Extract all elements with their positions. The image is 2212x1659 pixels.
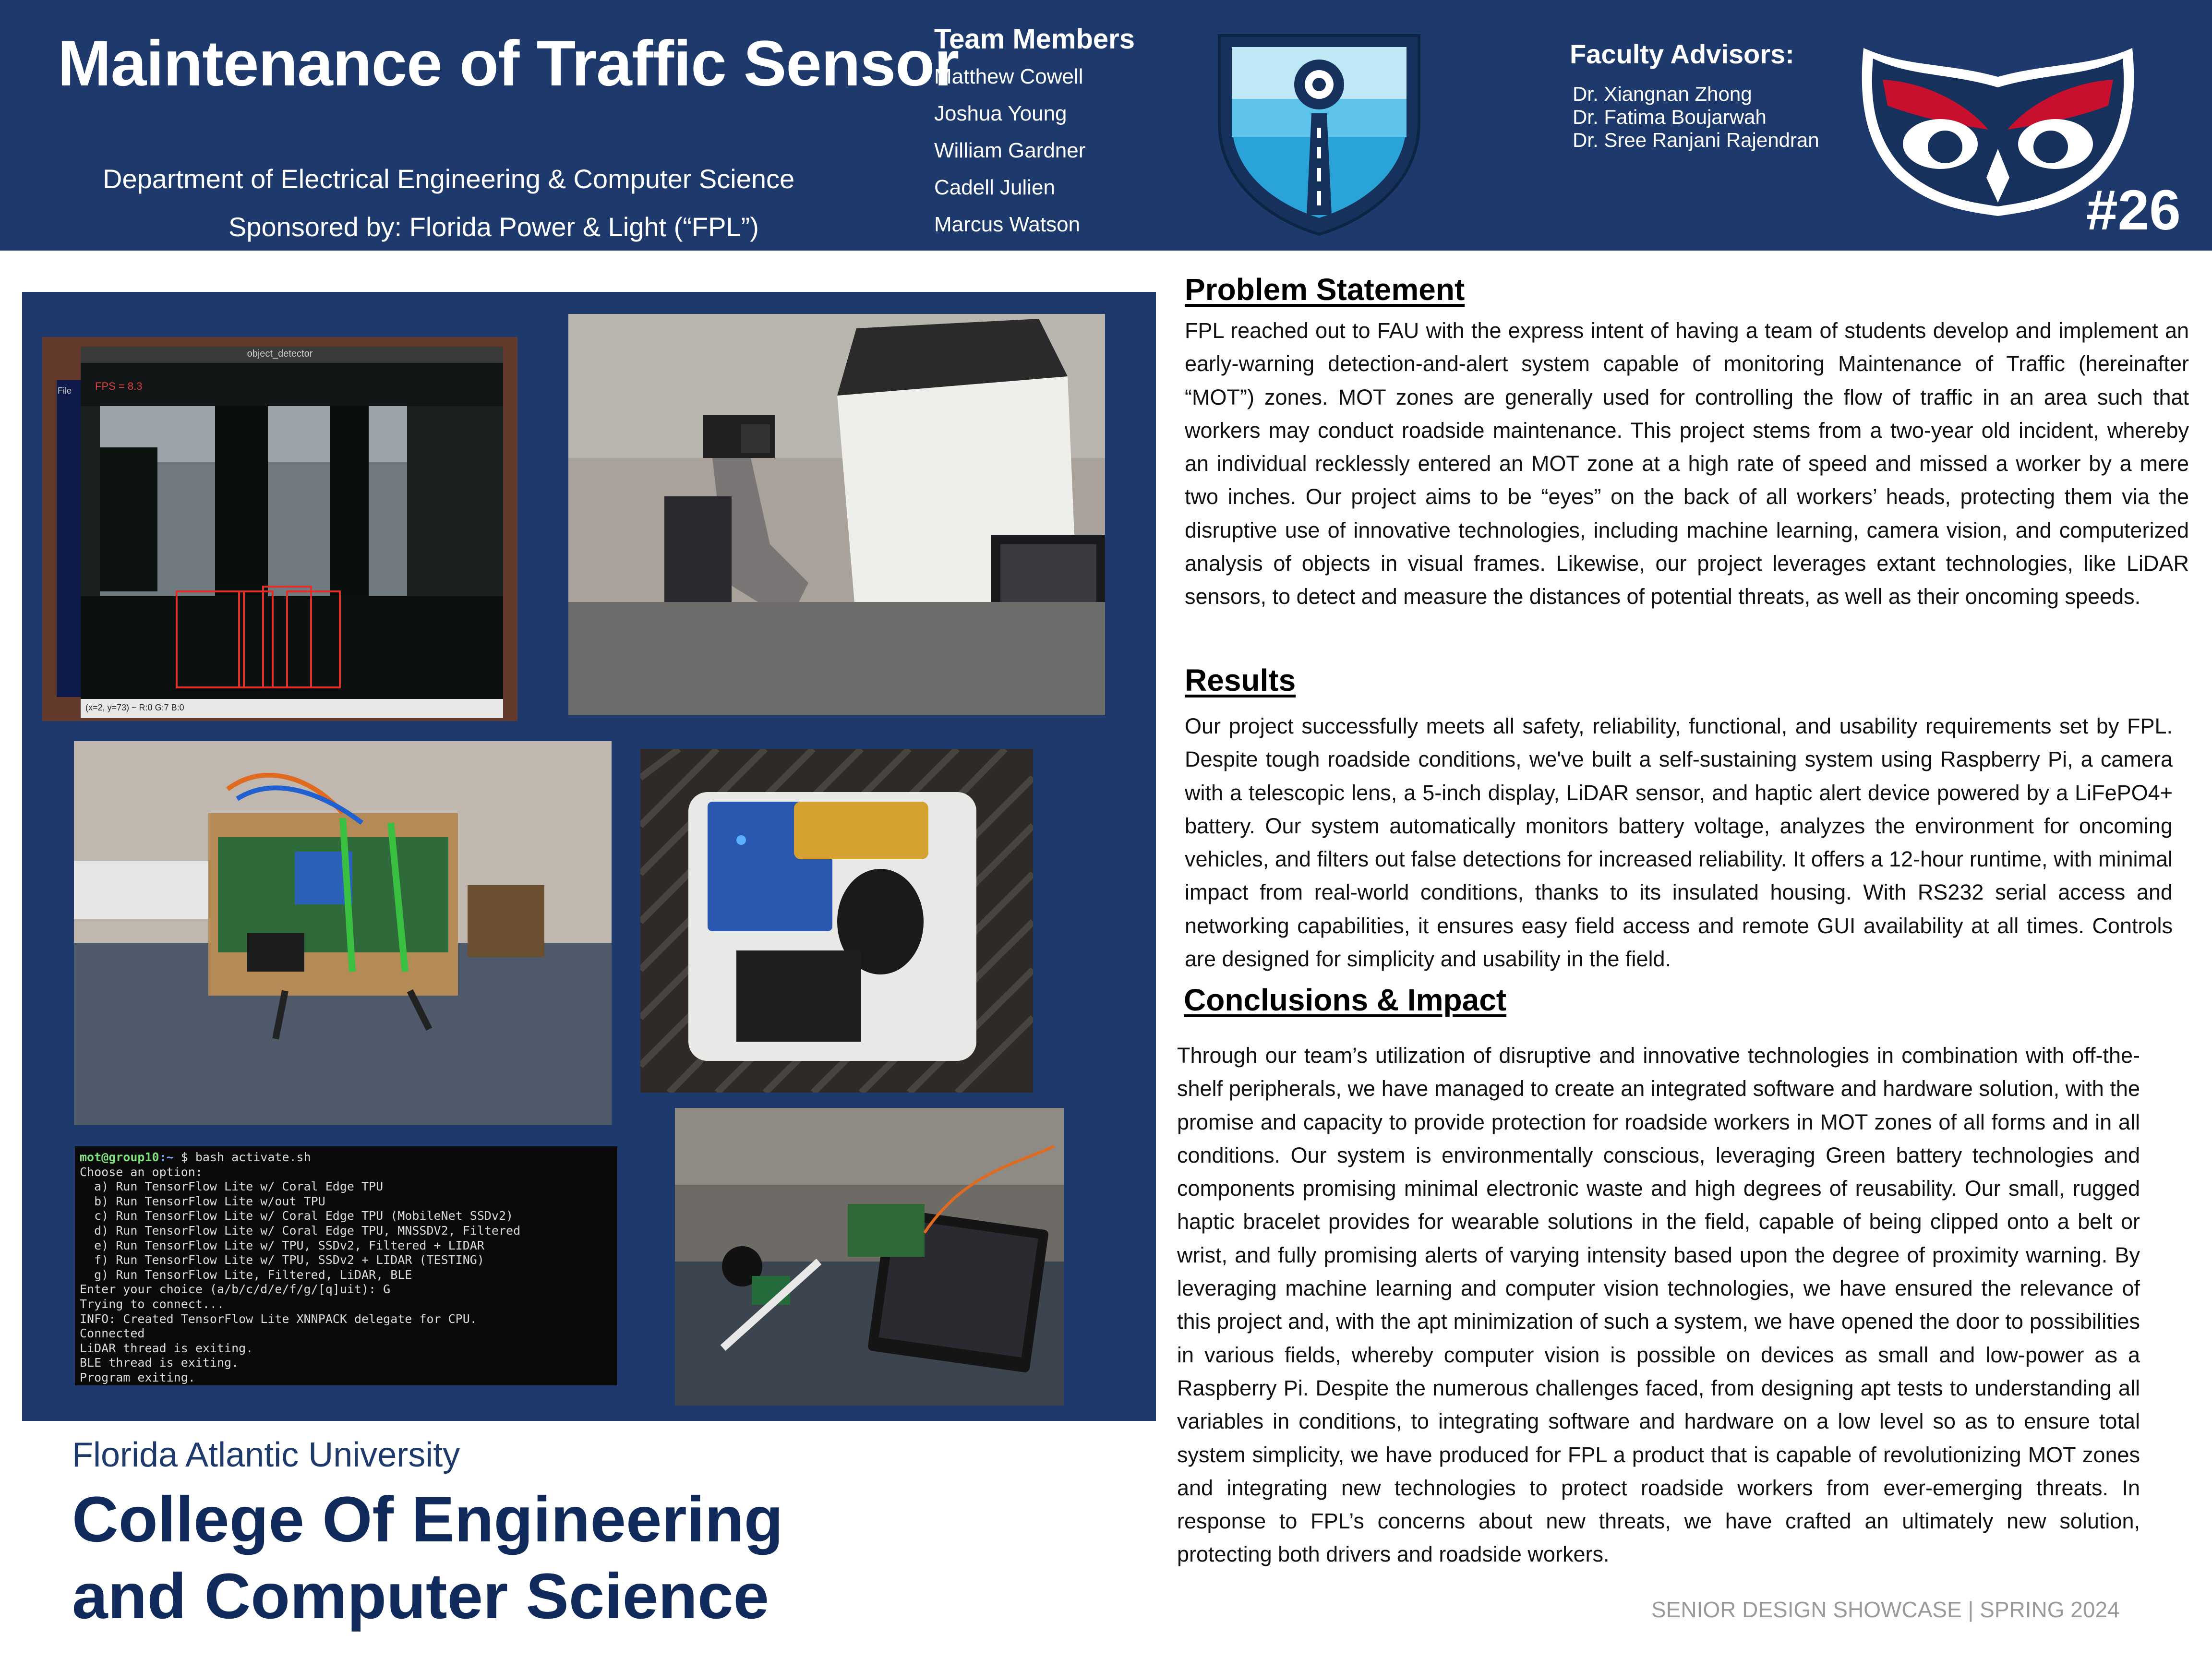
detector-window-title: object_detector xyxy=(247,349,313,359)
college-name-line: College Of Engineering xyxy=(72,1484,783,1555)
faculty-advisor: Dr. Xiangnan Zhong xyxy=(1573,83,1752,105)
object-detector-screenshot xyxy=(42,337,517,721)
terminal-line: b) Run TensorFlow Lite w/out TPU xyxy=(80,1194,325,1208)
detector-fps-readout: FPS = 8.3 xyxy=(95,380,143,392)
department-line: Department of Electrical Engineering & Computer Science xyxy=(103,164,795,194)
road-sensor-shield-logo xyxy=(1213,27,1426,238)
faculty-advisor: Dr. Sree Ranjani Rajendran xyxy=(1573,129,1819,151)
terminal-line: Program exiting. xyxy=(80,1370,195,1384)
terminal-line: a) Run TensorFlow Lite w/ Coral Edge TPU xyxy=(80,1179,384,1194)
terminal-line: LiDAR thread is exiting. xyxy=(80,1341,253,1355)
electronics-assembly-photo xyxy=(74,741,612,1125)
terminal-line: BLE thread is exiting. xyxy=(80,1356,239,1370)
detector-file-menu: File xyxy=(58,386,72,396)
team-member: William Gardner xyxy=(934,139,1086,162)
showcase-footer: SENIOR DESIGN SHOWCASE | SPRING 2024 xyxy=(1651,1597,2120,1622)
terminal-line: c) Run TensorFlow Lite w/ Coral Edge TPU (MobileNet SSDv2) xyxy=(80,1209,514,1223)
team-members-heading: Team Members xyxy=(934,24,1135,55)
terminal-prompt-user: mot@group10 xyxy=(80,1150,159,1164)
sensor-in-case-photo xyxy=(568,314,1105,715)
haptic-bracelet-photo xyxy=(640,749,1033,1093)
sponsor-line: Sponsored by: Florida Power & Light (“FPL”) xyxy=(228,212,759,242)
terminal-line: e) Run TensorFlow Lite w/ TPU, SSDv2, Filtered + LIDAR xyxy=(80,1238,484,1252)
team-member: Cadell Julien xyxy=(934,176,1055,199)
results-heading: Results xyxy=(1185,663,1296,697)
terminal-line: d) Run TensorFlow Lite w/ Coral Edge TPU, MNSSDV2, Filtered xyxy=(80,1223,521,1238)
header-banner xyxy=(0,0,2212,251)
conclusions-heading: Conclusions & Impact xyxy=(1184,983,1507,1017)
university-name: Florida Atlantic University xyxy=(72,1436,460,1474)
team-member: Marcus Watson xyxy=(934,213,1081,236)
faculty-advisor: Dr. Fatima Boujarwah xyxy=(1573,106,1767,128)
terminal-line: Choose an option: xyxy=(80,1165,203,1179)
faculty-advisors-list xyxy=(1573,83,1819,152)
poster-title: Maintenance of Traffic Sensor xyxy=(58,28,959,99)
terminal-line: f) Run TensorFlow Lite w/ TPU, SSDv2 + LIDAR (TESTING) xyxy=(80,1253,484,1267)
photo-collage-panel xyxy=(22,292,1156,1421)
conclusions-body: Through our team’s utilization of disruptive and innovative technologies in combination with off-the-shelf peripherals, we have managed to create an integrated software and hardware solution, with the promise and capacity to provide protection for roadside workers in MOT zones of all forms and in all conditions. Our system is environmentally conscious, leveraging Green battery technologies and components promising minimal electronic waste and high degrees of reusability. Our small, rugged haptic bracelet provides for wearable solutions in the field, capable of being clipped onto a belt or wrist, and fully promising alerts of varying intensity based upon the degree of proximity warning. By leveraging machine learning and computer vision technologies, we have ensured the relevance of this project and, with the apt minimization of such a system, we have opened the door to possibilities in various fields, whereby computer vision is possible on devices as small and low-power as a Raspberry Pi. Despite the numerous challenges faced, from designing apt tests to understanding all variables in conditions, to integrating software and hardware on a low level so as to ensure total system simplicity, we have produced for FPL a product that is capable of revolutionizing MOT zones and integrating new technologies to protect roadside workers from ever-emerging threats. In response to FPL’s concerns about new threats, we have crafted an ultimately new solution, protecting both drivers and roadside workers. xyxy=(1177,1043,2140,1567)
terminal-line: INFO: Created TensorFlow Lite XNNPACK delegate for CPU. xyxy=(80,1311,477,1326)
sensor-display-photo xyxy=(675,1108,1064,1406)
terminal-line: Connected xyxy=(80,1326,145,1341)
team-member: Matthew Cowell xyxy=(934,65,1083,88)
terminal-line xyxy=(80,1150,613,1165)
college-name-line: and Computer Science xyxy=(72,1561,769,1632)
college-name xyxy=(72,1481,783,1635)
terminal-line: Trying to connect... xyxy=(80,1297,225,1311)
detector-status-bar: (x=2, y=73) ~ R:0 G:7 B:0 xyxy=(85,703,184,712)
problem-statement-heading: Problem Statement xyxy=(1185,272,1465,307)
team-members-list xyxy=(934,62,1085,247)
terminal-output xyxy=(75,1146,617,1385)
results-body: Our project successfully meets all safety, reliability, functional, and usability requirements set by FPL. Despite tough roadside conditions, we've built a self-sustaining system using Raspberry Pi, a camera with a telescopic lens, a 5-inch display, LiDAR sensor, and haptic alert device powered by a LiFePO4+ battery. Our system automatically monitors battery voltage, analyzes the environment for oncoming vehicles, and filters out false detections for increased reliability. It offers a 12-hour runtime, with minimal impact from real-world conditions, thanks to its insulated housing. With RS232 serial access and networking capabilities, it ensures easy field access and remote GUI availability at all times. Controls are designed for simplicity and usability in the field. xyxy=(1185,714,2173,972)
terminal-line: g) Run TensorFlow Lite, Filtered, LiDAR, BLE xyxy=(80,1267,412,1282)
terminal-command: $ bash activate.sh xyxy=(173,1150,311,1164)
faculty-advisors-heading: Faculty Advisors: xyxy=(1570,39,1794,69)
terminal-prompt-path: :~ xyxy=(159,1150,174,1164)
problem-statement-body: FPL reached out to FAU with the express intent of having a team of students develop and implement an early-warning detection-and-alert system capable of monitoring Maintenance of Traffic (hereinafter “MOT”) zones. MOT zones are generally used for controlling the flow of traffic in an area such that workers may conduct roadside maintenance. This project stems from a two-year old incident, whereby an individual recklessly entered an MOT zone at a high rate of speed and missed a worker by a mere two inches. Our project aims to be “eyes” on the back of all workers’ heads, protecting them via the disruptive use of innovative technologies, including machine learning, camera vision, and computerized analysis of objects in visual frames. Likewise, our project leverages extant technologies, like LiDAR sensors, to detect and measure the distances of potential threats, as well as their oncoming speeds. xyxy=(1185,318,2189,609)
poster-number: #26 xyxy=(2086,179,2181,242)
team-member: Joshua Young xyxy=(934,102,1067,125)
terminal-line: Enter your choice (a/b/c/d/e/f/g/[q]uit): G xyxy=(80,1282,391,1297)
